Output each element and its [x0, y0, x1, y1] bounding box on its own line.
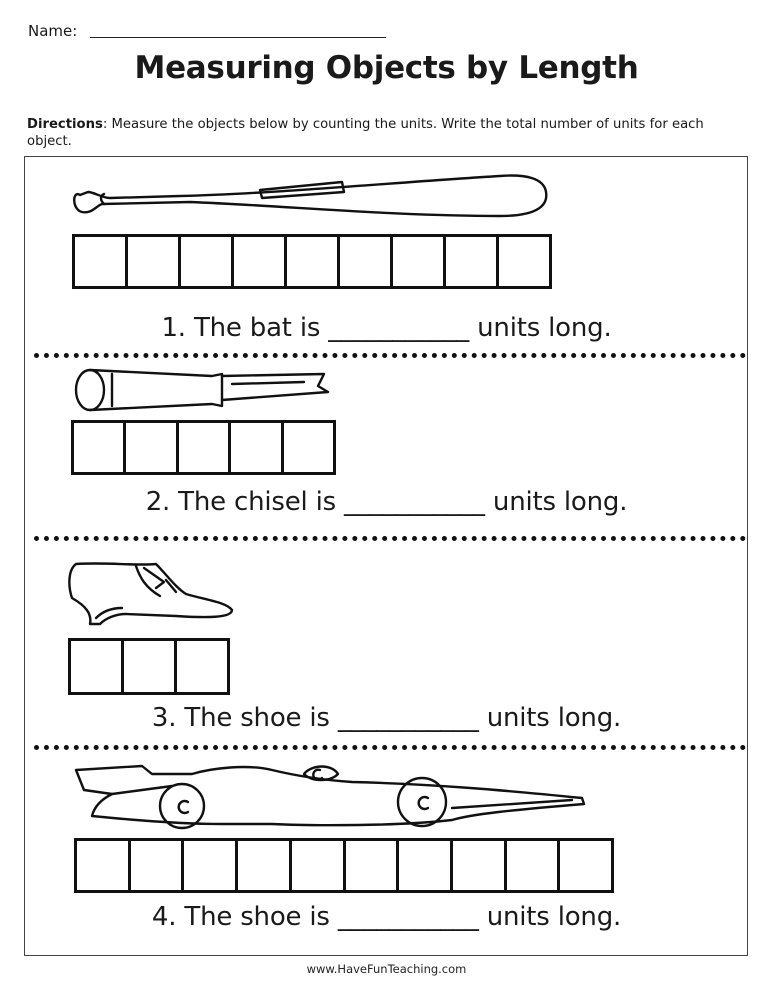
question-4: 4. The shoe is ___________ units long.: [151, 902, 622, 932]
unit-box: [507, 841, 561, 890]
unit-box: [287, 237, 340, 286]
unit-box: [77, 841, 131, 890]
unit-box: [284, 423, 333, 472]
divider-1: [34, 353, 746, 358]
unit-box: [181, 237, 234, 286]
shoe-drawing: [66, 558, 236, 628]
page-title: Measuring Objects by Length: [134, 50, 639, 86]
unit-boxes-race-car: [74, 838, 614, 893]
unit-box: [74, 423, 126, 472]
unit-box: [179, 423, 231, 472]
question-3: 3. The shoe is ___________ units long.: [151, 703, 622, 733]
unit-boxes-shoe: [68, 638, 230, 695]
unit-box: [75, 237, 128, 286]
unit-box: [560, 841, 611, 890]
divider-3: [34, 745, 746, 750]
divider-2: [34, 536, 746, 541]
unit-box: [446, 237, 499, 286]
directions-label: Directions: [27, 117, 103, 132]
bat-drawing: [70, 170, 550, 222]
unit-box: [340, 237, 393, 286]
unit-boxes-chisel: [71, 420, 336, 475]
unit-box: [346, 841, 400, 890]
unit-box: [499, 237, 549, 286]
chisel-drawing: [72, 366, 332, 414]
unit-box: [131, 841, 185, 890]
directions-text: : Measure the objects below by counting the units. Write the total number of units for each object.: [27, 117, 704, 149]
unit-box: [453, 841, 507, 890]
unit-box: [124, 641, 177, 692]
unit-box: [234, 237, 287, 286]
unit-box: [184, 841, 238, 890]
question-1: 1. The bat is ___________ units long.: [161, 313, 612, 343]
question-2: 2. The chisel is ___________ units long.: [145, 487, 628, 517]
footer-website: www.HaveFunTeaching.com: [306, 962, 467, 976]
unit-box: [292, 841, 346, 890]
unit-box: [393, 237, 446, 286]
unit-box: [177, 641, 227, 692]
unit-box: [126, 423, 178, 472]
race-car-drawing: [72, 760, 592, 830]
unit-box: [238, 841, 292, 890]
unit-box: [128, 237, 181, 286]
name-label: Name:: [28, 22, 78, 40]
unit-box: [231, 423, 283, 472]
unit-box: [399, 841, 453, 890]
unit-boxes-bat: [72, 234, 552, 289]
name-field[interactable]: [90, 37, 386, 38]
directions: [27, 116, 727, 150]
unit-box: [71, 641, 124, 692]
